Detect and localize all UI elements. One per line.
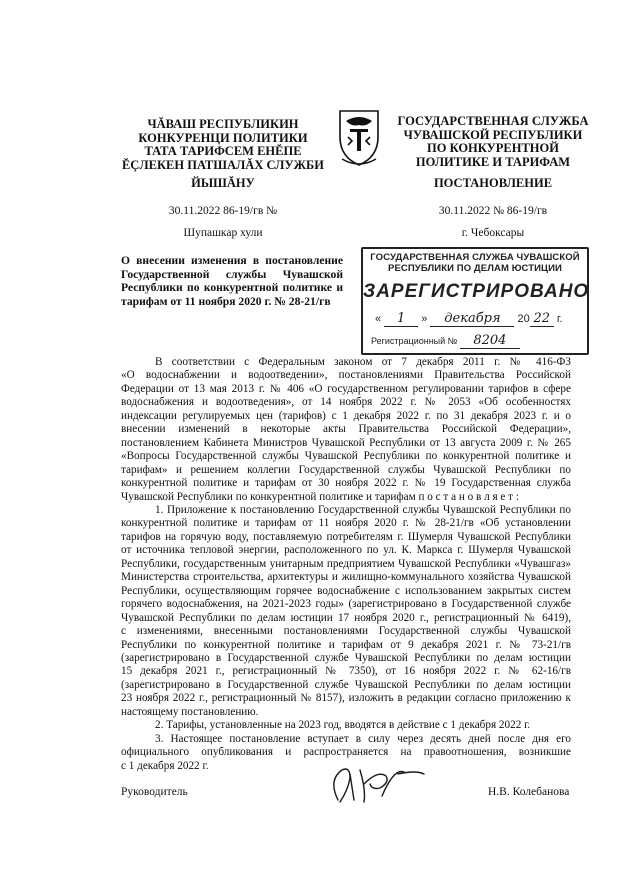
body-line: 15 декабря 2021 г., регистрационный № 7350), от 16 ноября 2022 г. № 62-16/гв xyxy=(121,665,571,678)
header-left-line: ĔÇЛЕКЕН ПАТШАЛĂХ СЛУЖБИ xyxy=(121,157,325,172)
doc-type-right: ПОСТАНОВЛЕНИЕ xyxy=(433,176,553,190)
body-line: официального опубликования и распространяется на правоотношения, возникшие xyxy=(121,746,571,759)
body-line: 23 ноября 2022 г., регистрационный № 8157), изложить в редакции согласно приложению к xyxy=(121,692,571,705)
doc-number-left: 30.11.2022 86-19/гв № xyxy=(168,205,278,217)
body-line: конкурентной политике и тарифам от 30 ноября 2022 г. № 19 Государственная служба xyxy=(121,477,571,490)
registration-stamp xyxy=(361,247,589,355)
body-line: Республики, осуществляющим горячее водоснабжение с использованием закрытых систем xyxy=(121,584,571,597)
stamp-date-suffix: г. xyxy=(556,313,563,325)
body-line: с изменениями, внесенными постановлениями Государственной службы Чувашской xyxy=(121,625,571,638)
body-line: 3. Настоящее постановление вступает в силу через десять дней после дня его xyxy=(155,732,571,745)
stamp-date-year: 22 xyxy=(530,311,554,327)
subject-line: тарифам от 11 ноября 2020 г. № 28-21/гв xyxy=(121,294,331,308)
city-left: Шупашкар хули xyxy=(183,227,263,239)
body-line: «Вопросы Государственной службы Чувашской Республики по конкурентной политике и xyxy=(121,450,571,463)
header-right-russian xyxy=(382,115,604,169)
document-subject xyxy=(121,254,343,308)
body-line: горячего водоснабжения, на 2021-2023 годы» (зарегистрировано в Государственной службе xyxy=(121,598,571,611)
body-line: 1. Приложение к постановлению Государственной службы Чувашской Республики по xyxy=(155,503,571,516)
stamp-date-month: декабря xyxy=(430,311,514,327)
stamp-reg-value: 8204 xyxy=(460,333,520,349)
subject-line: Государственной службы Чувашской xyxy=(121,267,343,281)
stamp-date-close: » xyxy=(421,313,428,325)
header-right-line: ГОСУДАРСТВЕННАЯ СЛУЖБА xyxy=(397,114,589,128)
body-line: (зарегистрировано в Государственной службе Чувашской Республики по делам юстиции xyxy=(121,651,571,664)
header-left-line: ЧĂВАШ РЕСПУБЛИКИН xyxy=(147,117,299,131)
subject-line: О внесении изменения в постановление xyxy=(121,254,343,267)
document-body xyxy=(121,356,571,773)
stamp-date-day: 1 xyxy=(384,311,418,327)
body-line: (зарегистрировано в Государственной службе Чувашской Республики по делам юстиции xyxy=(121,678,571,691)
signature-icon xyxy=(320,760,430,808)
body-line: конкурентной политике и тарифам от 11 ноября 2020 г. № 28-21/гв «Об установлении xyxy=(121,517,571,530)
signer-role: Руководитель xyxy=(121,786,188,798)
body-line: внесении изменений в некоторые акты Правительства Российской Федерации», xyxy=(121,423,571,436)
city-right: г. Чебоксары xyxy=(461,227,525,239)
doc-type-left: ЙЫШĂНУ xyxy=(191,176,255,190)
body-line: Федерации от 13 мая 2013 г. № 406 «О государственном регулировании тарифов в сфере xyxy=(121,382,571,395)
stamp-reg-number xyxy=(371,333,520,349)
body-line: с 1 декабря 2022 г. xyxy=(121,759,209,772)
subject-line: Республики по конкурентной политике и xyxy=(121,281,343,294)
header-left-chuvash xyxy=(112,118,334,172)
body-line: Чувашской Республики по делам юстиции 17 ноября 2020 г., регистрационный № 6419), xyxy=(121,611,571,624)
body-line: В соответствии с Федеральным законом от 7 декабря 2011 г. № 416-ФЗ xyxy=(155,356,571,368)
doc-number-right: 30.11.2022 № 86-19/гв xyxy=(438,205,548,217)
stamp-date-year-prefix: 20 xyxy=(517,313,530,325)
body-line: 2. Тарифы, установленные на 2023 год, вводятся в действие с 1 декабря 2022 г. xyxy=(155,719,531,732)
stamp-line-1: ГОСУДАРСТВЕННАЯ СЛУЖБА ЧУВАШСКОЙ xyxy=(370,252,580,263)
body-line: водоснабжения и водоотведения», от 14 ноября 2022 г. № 2053 «Об особенностях xyxy=(121,396,571,409)
stamp-date xyxy=(375,311,575,327)
body-line: постановлением Кабинета Министров Чувашской Республики от 13 августа 2009 г. № 265 xyxy=(121,436,571,449)
stamp-registered: ЗАРЕГИСТРИРОВАНО xyxy=(363,281,590,302)
chuvash-emblem-icon xyxy=(336,107,382,169)
body-line: от источника тепловой энергии, расположенного по ул. К. Маркса г. Шумерля Чувашской xyxy=(121,544,571,557)
body-line: индексации регулируемых цен (тарифов) с 1 декабря 2022 г. по 31 декабря 2023 г. и о xyxy=(121,409,571,422)
signer-name: Н.В. Колебанова xyxy=(488,786,570,798)
body-line: «О водоснабжении и водоотведении», постановлениями Правительства Российской xyxy=(121,369,571,382)
stamp-date-open: « xyxy=(375,313,382,325)
header-left-line: КОНКУРЕНЦИ ПОЛИТИКИ xyxy=(138,130,308,145)
header-left-line: ТАТА ТАРИФСЕМ ЕНĔПЕ xyxy=(144,144,302,158)
stamp-reg-label: Регистрационный № xyxy=(371,336,458,346)
header-right-line: ПО КОНКУРЕНТНОЙ xyxy=(427,141,559,155)
body-line: настоящему постановлению. xyxy=(121,705,259,718)
header-right-line: ПОЛИТИКЕ И ТАРИФАМ xyxy=(415,154,571,169)
body-line: Министерства строительства, архитектуры и жилищно-коммунального хозяйства Чувашской xyxy=(121,571,571,584)
body-line: тарифам» и решением коллегии Государственной службы Чувашской Республики по xyxy=(121,463,571,476)
stamp-line-2: РЕСПУБЛИКИ ПО ДЕЛАМ ЮСТИЦИИ xyxy=(388,263,562,274)
body-line: тарифов на горячую воду, поставляемую потребителям г. Шумерля Чувашской Республики xyxy=(121,530,571,543)
body-line: Чувашской Республики по конкурентной политике и тарифам п о с т а н о в л я е т : xyxy=(121,490,519,503)
body-line: Республики по конкурентной политике и тарифам от 9 декабря 2021 г. № 73-21/гв xyxy=(121,638,571,651)
body-line: Республики, государственным унитарным предприятием Чувашской Республики «Чувашгаз» xyxy=(121,557,571,570)
header-right-line: ЧУВАШСКОЙ РЕСПУБЛИКИ xyxy=(403,127,583,142)
